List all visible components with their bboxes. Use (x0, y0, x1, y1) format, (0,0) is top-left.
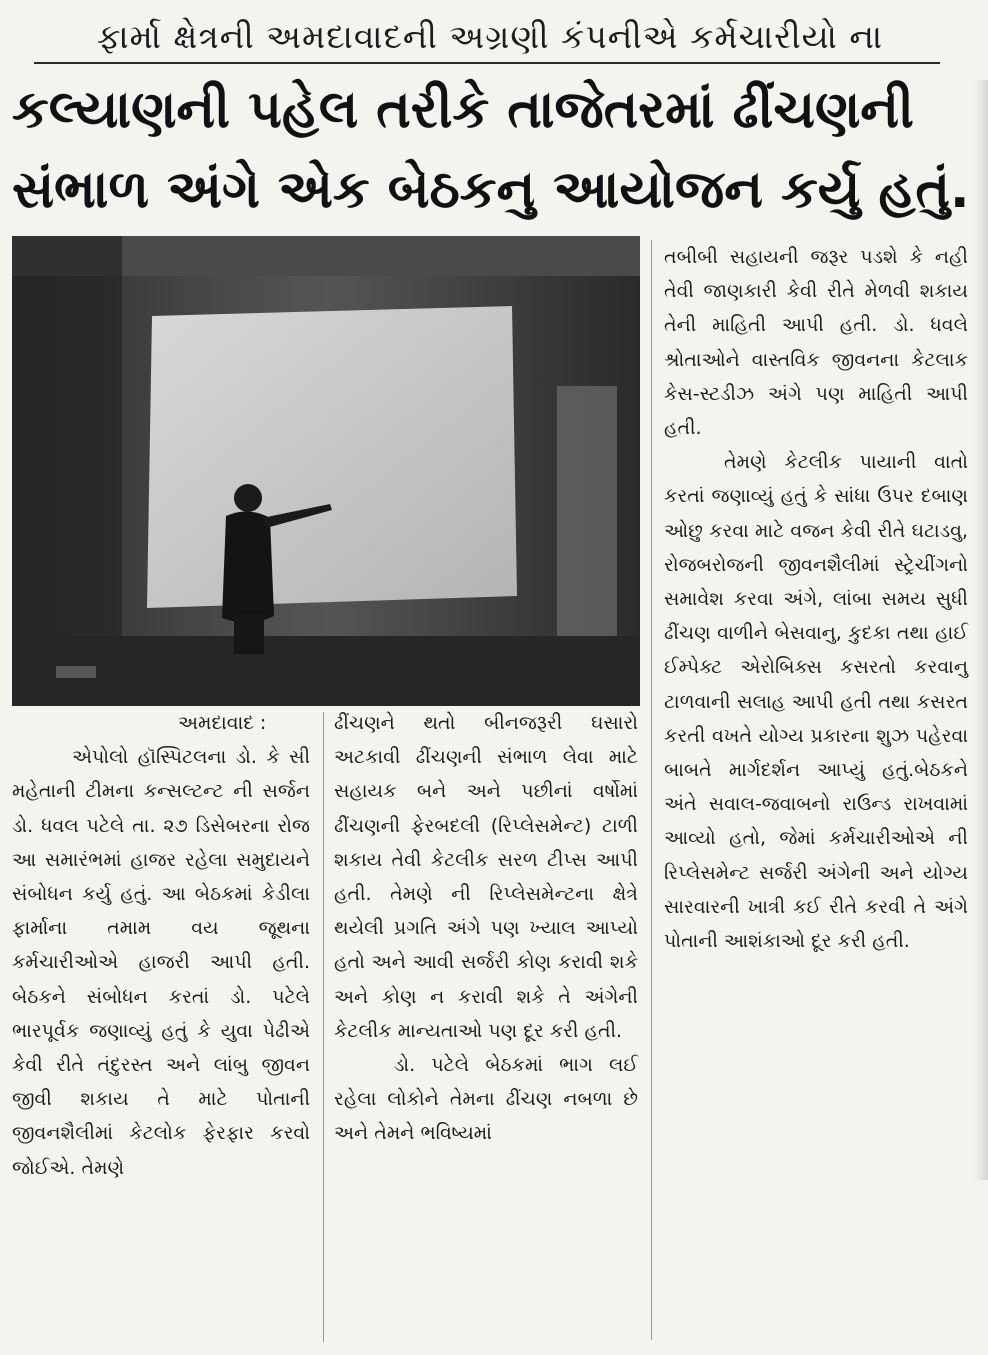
article-kicker: ફાર્મા ક્ષેત્રની અમદાવાદની અગ્રણી કંપનીએ કર્મચારીયો ના (96, 17, 884, 56)
photo-left-wall (12, 236, 122, 706)
column-3-paragraph-2: તેમણે કેટલીક પાયાની વાતો કરતાં જણાવ્યું હતું કે સાંધા ઉપર દબાણ ઓછુ કરવા માટે વજન કેવી રીતે ઘટાડવુ, રોજબરોજની જીવનશૈલીમાં સ્ટ્રેચીંગનો સમાવેશ કરવા અંગે, લાંબા સમય સુધી ઢીંચણ વાળીને બેસવાનુ, કુદકા તથા હાઈ ઈમ્પેક્ટ એરોબિક્સ કસરતો કરવાનુ ટાળવાની સલાહ આપી હતી તથા કસરત કરતી વખતે યોગ્ય પ્રકારના શુઝ પહેરવા બાબતે માર્ગદર્શન આપ્યું હતું.બેઠકને અંતે સવાલ-જવાબનો રાઉન્ડ રાખવામાં આવ્યો હતો, જેમાં કર્મચારીઓએ ની રિપ્લેસમેન્ટ સર્જરી અંગેની અને યોગ્ય સારવારની ખાત્રી કઈ રીતે કરવી તે અંગે પોતાની આશંકાઓ દૂર કરી હતી. (664, 451, 968, 953)
article-photo (12, 236, 640, 706)
photo-illustration (12, 236, 640, 706)
column-2-paragraph-1: ઢીંચણને થતો બીનજરૂરી ઘસારો અટકાવી ઢીંચણની સંભાળ લેવા માટે સહાયક બને અને પછીનાં વર્ષોમાં ઢીંચણની ફેરબદલી (રિપ્લેસમેન્ટ) ટાળી શકાય તેવી કેટલીક સરળ ટીપ્સ આપી હતી. તેમણે ની રિપ્લેસમેન્ટના ક્ષેત્રે થયેલી પ્રગતિ અંગે પણ ખ્યાલ આપ્યો હતો અને આવી સર્જરી કોણ કરાવી શકે અને કોણ ન કરાવી શકે તે અંગેની કેટલીક માન્યતાઓ પણ દૂર કરી હતી. (334, 712, 638, 1042)
column-3-paragraph-1: તબીબી સહાયની જરૂર પડશે કે નહી તેવી જાણકારી કેવી રીતે મેળવી શકાય તેની માહિતી આપી હતી. ડો. ધવલે શ્રોતાઓને વાસ્તવિક જીવનના કેટલાક કેસ-સ્ટડીઝ અંગે પણ માહિતી આપી હતી. (664, 246, 968, 440)
headline-line-2: સંભાળ અંગે એક બેઠકનુ આયોજન કર્યુ હતું. (12, 160, 970, 220)
photo-right-panel (557, 386, 617, 646)
article-column-3 (664, 240, 968, 958)
article-column-2 (334, 706, 638, 1151)
column-divider-2 (651, 240, 652, 1340)
page-edge-shadow (974, 80, 988, 1180)
kicker-underline (34, 62, 940, 64)
column-2-paragraph-2: ડો. પટેલે બેઠકમાં ભાગ લઈ રહેલા લોકોને તેમના ઢીંચણ નબળા છે અને તેમને ભવિષ્યમાં (334, 1054, 638, 1145)
projection-screen (147, 306, 517, 608)
photo-floor-object (56, 666, 96, 678)
headline-line-1: કલ્યાણની પહેલ તરીકે તાજેતરમાં ઢીંચણની (12, 80, 914, 140)
article-dateline: અમદાવાદ : (178, 712, 267, 734)
article-headline (12, 70, 976, 230)
photo-floor (12, 636, 640, 706)
column-1-paragraph: એપોલો હૉસ્પિટલના ડો. કે સી મહેતાની ટીમના કન્સલ્ટન્ટ ની સર્જન ડો. ધવલ પટેલે તા. ૨૭ ડિસેબરના રોજ આ સમારંભમાં હાજર રહેલા સમુદાયને સંબોધન કર્યુ હતું. આ બેઠકમાં કેડીલા ફાર્માના તમામ વય જૂથના કર્મચારીઓએ હાજરી આપી હતી. બેઠકને સંબોધન કરતાં ડો. પટેલે ભારપૂર્વક જણાવ્યું હતું કે યુવા પેઢીએ કેવી રીતે તંદુરસ્ત અને લાંબુ જીવન જીવી શકાય તે માટે પોતાની જીવનશૈલીમાં કેટલોક ફેરફાર કરવો જોઈએ. તેમણે (12, 746, 310, 1179)
article-column-1 (12, 706, 310, 1185)
column-divider-1 (323, 712, 324, 1342)
